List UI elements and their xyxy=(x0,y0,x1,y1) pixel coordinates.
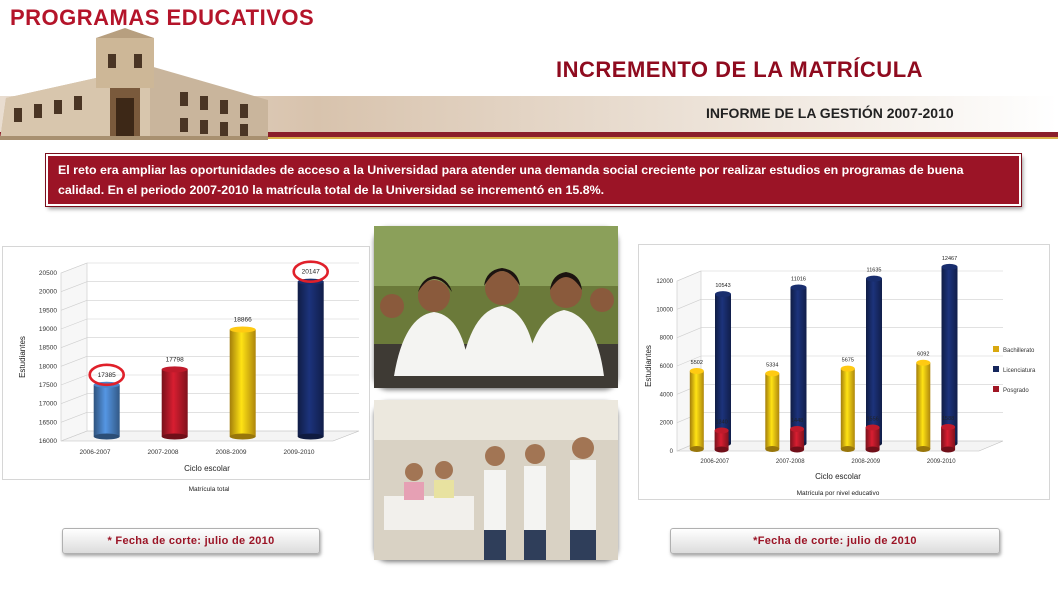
cutoff-date-note-right: *Fecha de corte: julio de 2010 xyxy=(670,528,1000,554)
legend-label: Posgrado xyxy=(1003,388,1029,394)
data-label: 1556 xyxy=(866,416,879,423)
page-subtitle: INFORME DE LA GESTIÓN 2007-2010 xyxy=(706,105,954,121)
data-label: 5675 xyxy=(841,357,854,364)
data-label: 10543 xyxy=(715,283,731,290)
legend-label: Licenciatura xyxy=(1003,368,1036,374)
total-enrollment-chart-svg xyxy=(3,247,369,493)
x-tick-label: 2008-2009 xyxy=(851,459,881,465)
y-tick-label: 18500 xyxy=(38,344,57,352)
data-label: 5502 xyxy=(690,360,703,367)
program-title: PROGRAMAS EDUCATIVOS xyxy=(10,5,315,30)
y-tick-label: 20000 xyxy=(38,288,57,296)
legend-swatch xyxy=(993,386,999,392)
page-title: INCREMENTO DE LA MATRÍCULA xyxy=(556,57,924,82)
building-illustration xyxy=(0,28,268,140)
data-label: 18866 xyxy=(233,316,252,324)
x-axis-title: Ciclo escolar xyxy=(815,472,861,481)
enrollment-by-level-chart-svg xyxy=(639,245,1049,499)
bar-bachillerato-2008-2009 xyxy=(841,366,855,452)
bar-posgrado-2008-2009 xyxy=(866,424,880,452)
y-tick-label: 17500 xyxy=(38,382,57,389)
x-tick-label: 2007-2008 xyxy=(775,459,805,465)
x-axis-title: Ciclo escolar xyxy=(184,464,230,473)
y-tick-label: 19500 xyxy=(38,307,57,315)
data-label: 17385 xyxy=(97,371,116,379)
data-label: 5334 xyxy=(766,362,779,369)
y-tick-label: 0 xyxy=(669,449,673,455)
bar-posgrado-2009-2010 xyxy=(941,424,955,452)
y-tick-label: 16000 xyxy=(38,438,57,445)
x-tick-label: 2009-2010 xyxy=(926,459,956,465)
y-tick-label: 18000 xyxy=(38,363,57,371)
bar-2007-2008 xyxy=(162,366,188,439)
bar-2009-2010 xyxy=(298,279,324,440)
y-tick-label: 2000 xyxy=(659,420,673,427)
x-tick-label: 2006-2007 xyxy=(79,449,111,456)
x-tick-label: 2009-2010 xyxy=(283,449,315,456)
data-label: 6092 xyxy=(917,351,930,358)
y-tick-label: 10000 xyxy=(656,307,673,314)
x-tick-label: 2006-2007 xyxy=(700,459,730,465)
y-axis-title: Estudiantes xyxy=(644,345,653,387)
y-tick-label: 8000 xyxy=(659,335,673,342)
data-label: 1340 xyxy=(715,419,728,426)
data-label: 11635 xyxy=(866,267,882,274)
y-tick-label: 20500 xyxy=(38,270,57,277)
bar-posgrado-2007-2008 xyxy=(790,426,804,453)
legend-swatch xyxy=(993,366,999,372)
y-tick-label: 19000 xyxy=(38,326,57,333)
data-label: 17798 xyxy=(165,356,184,364)
enrollment-by-level-chart xyxy=(638,244,1050,500)
chart-title: Matrícula por nivel educativo xyxy=(796,490,880,497)
cutoff-date-note-left: * Fecha de corte: julio de 2010 xyxy=(62,528,320,554)
data-label: 12467 xyxy=(941,255,958,262)
students-photo-group xyxy=(374,226,618,388)
bar-2006-2007 xyxy=(94,382,120,440)
legend-swatch xyxy=(993,346,999,352)
chart-title: Matrícula total xyxy=(188,486,230,493)
bar-bachillerato-2006-2007 xyxy=(690,368,704,452)
bar-posgrado-2006-2007 xyxy=(715,428,729,453)
total-enrollment-chart xyxy=(2,246,370,493)
x-tick-label: 2007-2008 xyxy=(147,449,179,456)
intro-text: El reto era ampliar las oportunidades de acceso a la Universidad para atender una demanda social creciente por realizar estudios en programas de buena calidad. En el periodo 2007-2010 la matrícula total de la Universidad se incrementó en 15.8%. xyxy=(46,154,1021,206)
data-label: 1588 xyxy=(941,416,955,423)
y-axis-title: Estudiantes xyxy=(18,336,27,378)
data-label: 11016 xyxy=(791,276,806,283)
y-tick-label: 4000 xyxy=(659,392,673,399)
data-label: 20147 xyxy=(301,268,320,276)
bar-bachillerato-2009-2010 xyxy=(916,360,930,452)
x-tick-label: 2008-2009 xyxy=(215,449,247,456)
data-label: 1448 xyxy=(790,417,804,424)
students-photo-registration xyxy=(374,400,618,560)
y-tick-label: 17000 xyxy=(38,400,57,408)
bar-bachillerato-2007-2008 xyxy=(765,370,779,452)
y-tick-label: 16500 xyxy=(38,419,57,427)
y-tick-label: 6000 xyxy=(659,364,673,370)
legend-label: Bachillerato xyxy=(1003,348,1035,354)
bar-2008-2009 xyxy=(230,327,256,440)
y-tick-label: 12000 xyxy=(656,279,673,285)
chart-side-wall xyxy=(61,263,87,441)
